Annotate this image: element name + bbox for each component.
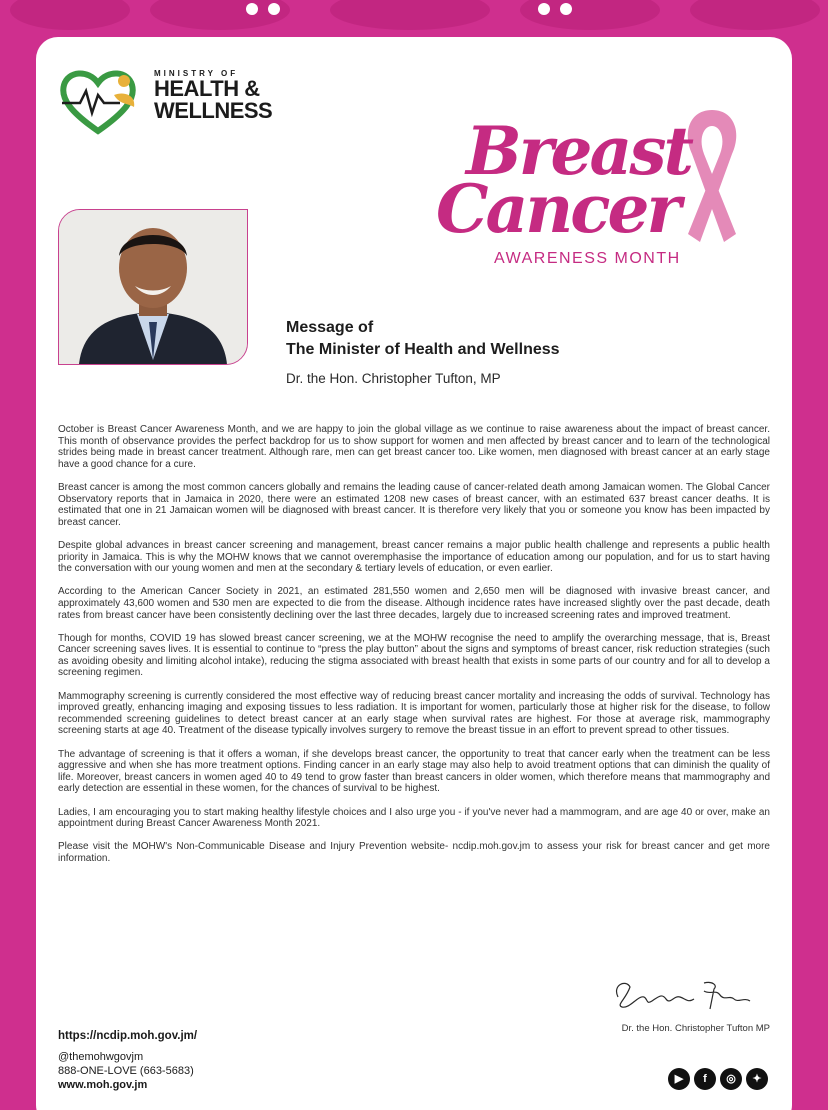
paragraph: October is Breast Cancer Awareness Month, and we are happy to join the global village as we continue to raise awareness about the impact of breast cancer. This month of observance provides the perfect backdrop for us to show support for women and men affected by breast cancer and to learn of the technological strides being made in breast cancer treatment. Although rare, men can get breast cancer too. Like women, men diagnosed with breast cancer at an early stage have a good chance for a cure. (58, 424, 770, 470)
logo-line2: HEALTH & (154, 76, 260, 101)
paragraph: Breast cancer is among the most common cancers globally and remains the leading cause of cancer-related death among Jamaican women. The Global Cancer Observatory reports that in Jamaica in 2020, there were an estimated 1208 new cases of breast cancer, with an estimated 637 breast cancer deaths. It is estimated that one in 21 Jamaican women will be diagnosed with breast cancer. It is therefore very likely that you or someone you know has been impacted by breast cancer. (58, 481, 770, 528)
youtube-icon[interactable]: ▶ (668, 1068, 690, 1090)
heart-logo-icon (58, 65, 154, 137)
binder-hole (246, 3, 258, 15)
ministry-logo (58, 65, 298, 137)
footer-website-link[interactable]: www.moh.gov.jm (58, 1079, 148, 1091)
campaign-subtitle: AWARENESS MONTH (494, 250, 681, 267)
campaign-word2: Cancer (436, 170, 679, 248)
signature-name: Dr. the Hon. Christopher Tufton MP (621, 1023, 770, 1034)
logo-line1: MINISTRY OF (154, 69, 239, 78)
footer-phone: 888-ONE-LOVE (663-5683) (58, 1065, 194, 1077)
paragraph: Please visit the MOHW's Non-Communicable Disease and Injury Prevention website- ncdip.moh.gov.jm to assess your risk for breast cancer and get more information. (58, 841, 770, 864)
paragraph: Mammography screening is currently considered the most effective way of reducing breast cancer mortality and increasing the odds of survival. Technology has improved greatly, enhancing imaging and exposing tissues to less radiation. It is important for women, particularly those at higher risk for the disease, to follow recommended screening guidelines to detect breast cancer at an early stage when survival rates are highest. For those at average risk, mammography screening starts at age 40. Treatment of the disease typically involves surgery to remove the breast tissue in an effort to prevent spread to other tissues. (58, 690, 770, 737)
message-title (286, 317, 560, 361)
paragraph: According to the American Cancer Society in 2021, an estimated 281,550 women and 2,650 men will be diagnosed with invasive breast cancer, and approximately 43,600 women and 530 men are expected to die from the disease. Although incidence rates have increased slightly over the past decade, death rates from breast cancer have been consistently declining over the last three decades, largely due to increased screening rates and improved treatment. (58, 586, 770, 621)
twitter-icon[interactable]: ✦ (746, 1068, 768, 1090)
floral-decoration (330, 0, 490, 30)
paragraph: Despite global advances in breast cancer screening and management, breast cancer remains a major public health challenge and represents a public health priority in Jamaica. This is why the MOHW knows that we cannot overemphasise the importance of education among our population, and for us to start having the conversation with our young women and men at the secondary & tertiary levels of education, or even earlier. (58, 539, 770, 575)
paragraph: Ladies, I am encouraging you to start making healthy lifestyle choices and I also urge you - if you've never had a mammogram, and are age 40 or over, make an appointment during Breast Cancer Awareness Month 2021. (58, 806, 770, 830)
facebook-icon[interactable]: f (694, 1068, 716, 1090)
logo-wordmark (154, 69, 272, 122)
instagram-icon[interactable]: ◎ (720, 1068, 742, 1090)
letter-body (58, 424, 770, 876)
floral-decoration (10, 0, 130, 30)
document-card (36, 37, 792, 1110)
footer-url-link[interactable]: https://ncdip.moh.gov.jm/ (58, 1030, 198, 1042)
campaign-word1: Breast (466, 112, 691, 190)
paragraph: The advantage of screening is that it offers a woman, if she develops breast cancer, the opportunity to treat that cancer early when the treatment can be less aggressive and when she has more treatment options. Finding cancer in an early stage may also help to avoid treatment options that can diminish the quality of life. Moreover, breast cancers in women aged 40 to 49 tend to grow faster than breast cancers in older women, which therefore means that mammography and early detection are essential in these women, for the chances of survival to be highest. (58, 748, 770, 795)
message-title-line1: Message of (286, 319, 374, 336)
minister-photo (58, 209, 248, 365)
campaign-logo (428, 82, 768, 322)
binder-hole (538, 3, 550, 15)
logo-line3: WELLNESS (154, 98, 273, 123)
paragraph: Though for months, COVID 19 has slowed breast cancer screening, we at the MOHW recognise the need to amplify the overarching message, that is, Breast Cancer screening saves lives. It is essential to continue to “press the play button” about the signs and symptoms of breast cancer, risk reduction strategies (such as avoiding obesity and limiting alcohol intake), reducing the stigma associated with breast health that exists in some parts of our country and for all to develop a screening regimen. (58, 632, 770, 679)
message-title-line2: The Minister of Health and Wellness (286, 341, 560, 358)
floral-decoration (690, 0, 820, 30)
footer-social-handle[interactable]: @themohwgovjm (58, 1051, 144, 1063)
message-author: Dr. the Hon. Christopher Tufton, MP (286, 371, 501, 386)
binder-hole (560, 3, 572, 15)
handwritten-signature (608, 975, 758, 1015)
binder-hole (268, 3, 280, 15)
